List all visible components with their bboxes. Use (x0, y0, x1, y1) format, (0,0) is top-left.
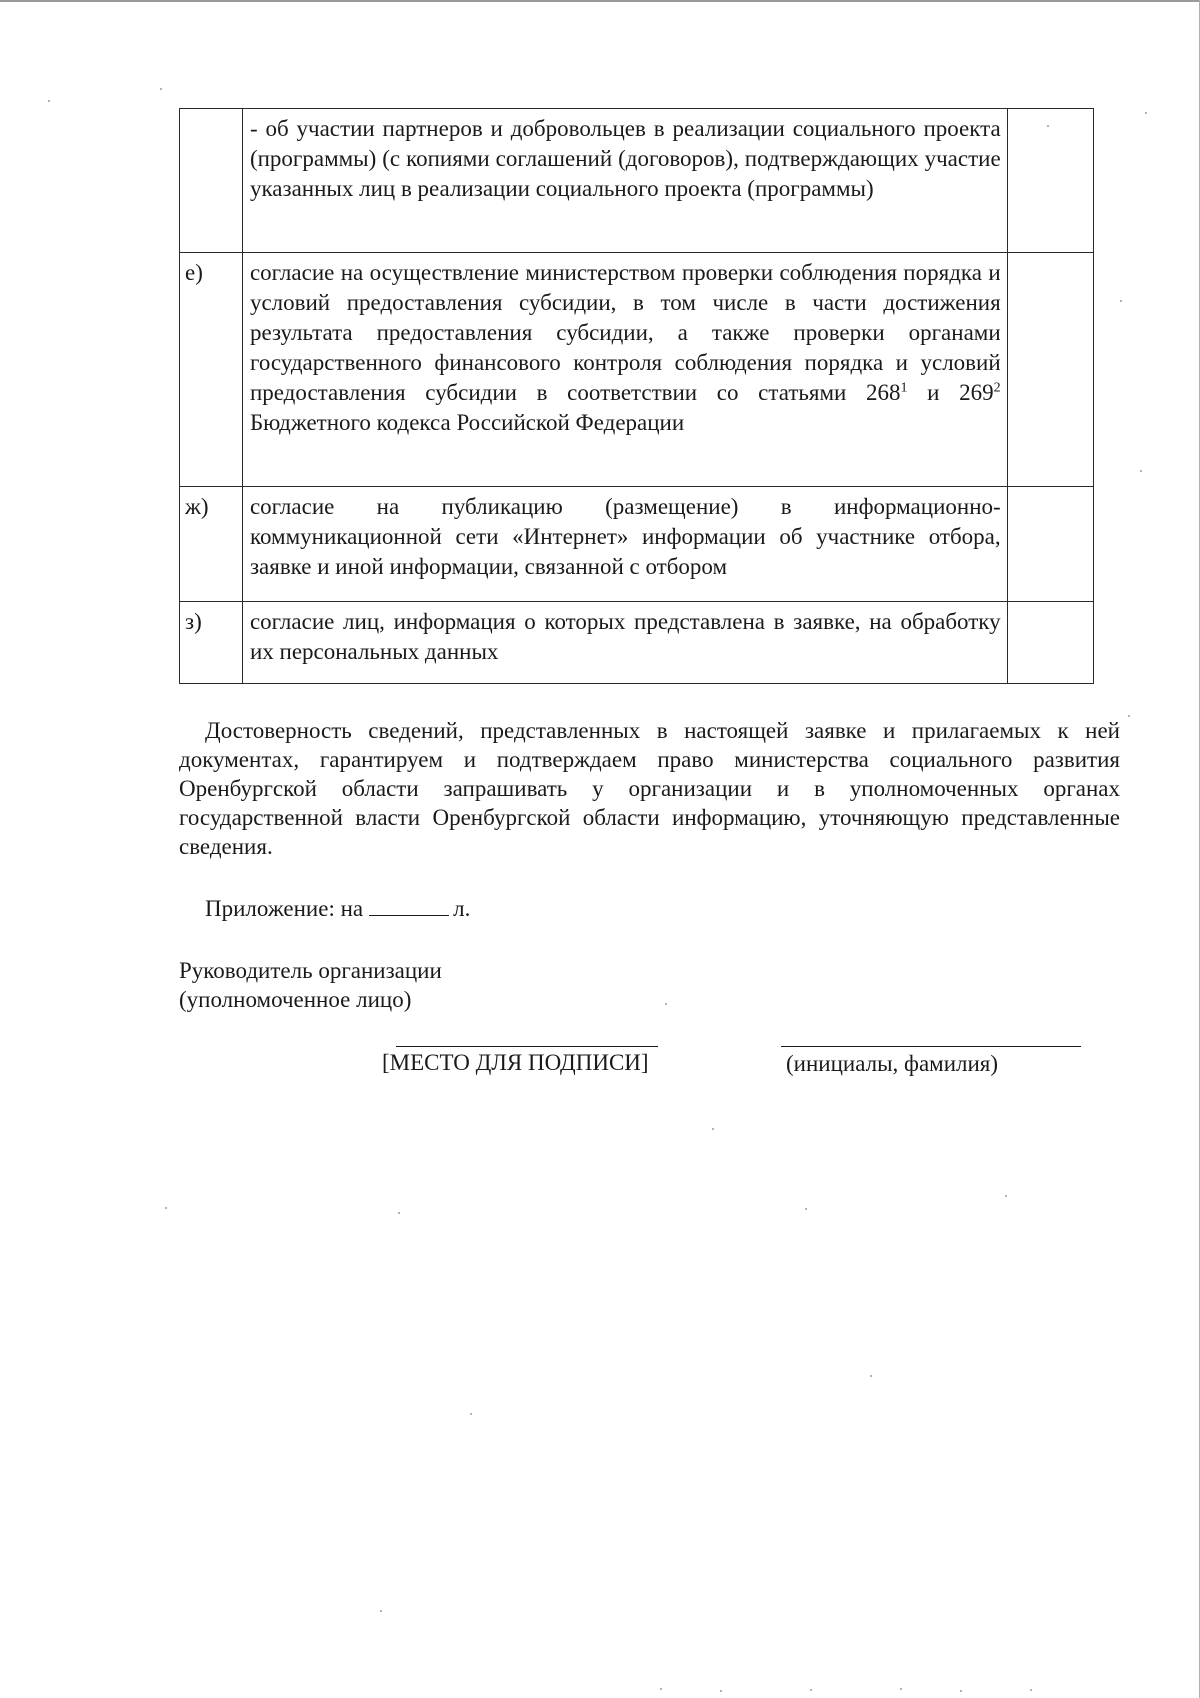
name-line (781, 1046, 1081, 1047)
signer-block (179, 956, 442, 1014)
row-number (180, 109, 243, 253)
table-row (180, 109, 1094, 253)
row-mark-cell (1007, 253, 1093, 487)
table-row (180, 487, 1094, 602)
row-mark-cell (1007, 487, 1093, 602)
appendix-suffix: л. (453, 896, 471, 921)
row-number: ж) (180, 487, 243, 602)
row-mark-cell (1007, 602, 1093, 684)
row-number: з) (180, 602, 243, 684)
row-text-part: согласие на осуществление министерством проверки соблюдения порядка и условий предоставления субсидии, в том числе в части достижения результата предоставления субсидии, а также проверки органами государственного финансового контроля соблюдения порядка и условий предоставления субсидии в соответствии со статьями 268 (249, 260, 1001, 405)
signer-title: Руководитель организации (179, 958, 442, 983)
article-superscript: 1 (900, 380, 908, 396)
requirements-table (179, 108, 1094, 684)
signature-placeholder: [МЕСТО ДЛЯ ПОДПИСИ] (382, 1050, 649, 1075)
page-edge-top (0, 0, 1200, 2)
row-number: е) (180, 253, 243, 487)
signer-subtitle: (уполномоченное лицо) (179, 987, 412, 1012)
article-superscript: 2 (993, 380, 1001, 396)
declaration-paragraph: Достоверность сведений, представленных в настоящей заявке и прилагаемых к ней документах, гарантируем и подтверждаем право министерства социального развития Оренбургской области запрашивать у организации и в уполномоченных органах государственной власти Оренбургской области информацию, уточняющую представленные сведения. (179, 718, 1120, 859)
appendix-line (205, 894, 470, 923)
row-text-part: Бюджетного кодекса Российской Федерации (249, 410, 685, 435)
row-text: согласие лиц, информация о которых представлена в заявке, на обработку их персональных данных (242, 602, 1007, 684)
row-text: - об участии партнеров и добровольцев в реализации социального проекта (программы) (с копиями соглашений (договоров), подтверждающих участие указанных лиц в реализации социального проекта (программы) (242, 109, 1007, 253)
row-text: согласие на публикацию (размещение) в информационно-коммуникационной сети «Интернет» информации об участнике отбора, заявке и иной информации, связанной с отбором (242, 487, 1007, 602)
row-text-part: и 269 (907, 380, 994, 405)
appendix-pages-blank (369, 895, 449, 916)
name-caption: (инициалы, фамилия) (786, 1051, 999, 1076)
row-mark-cell (1007, 109, 1093, 253)
signature-line (396, 1046, 658, 1047)
table-row (180, 253, 1094, 487)
appendix-prefix: Приложение: на (205, 896, 364, 921)
row-text (242, 253, 1007, 487)
table-row (180, 602, 1094, 684)
